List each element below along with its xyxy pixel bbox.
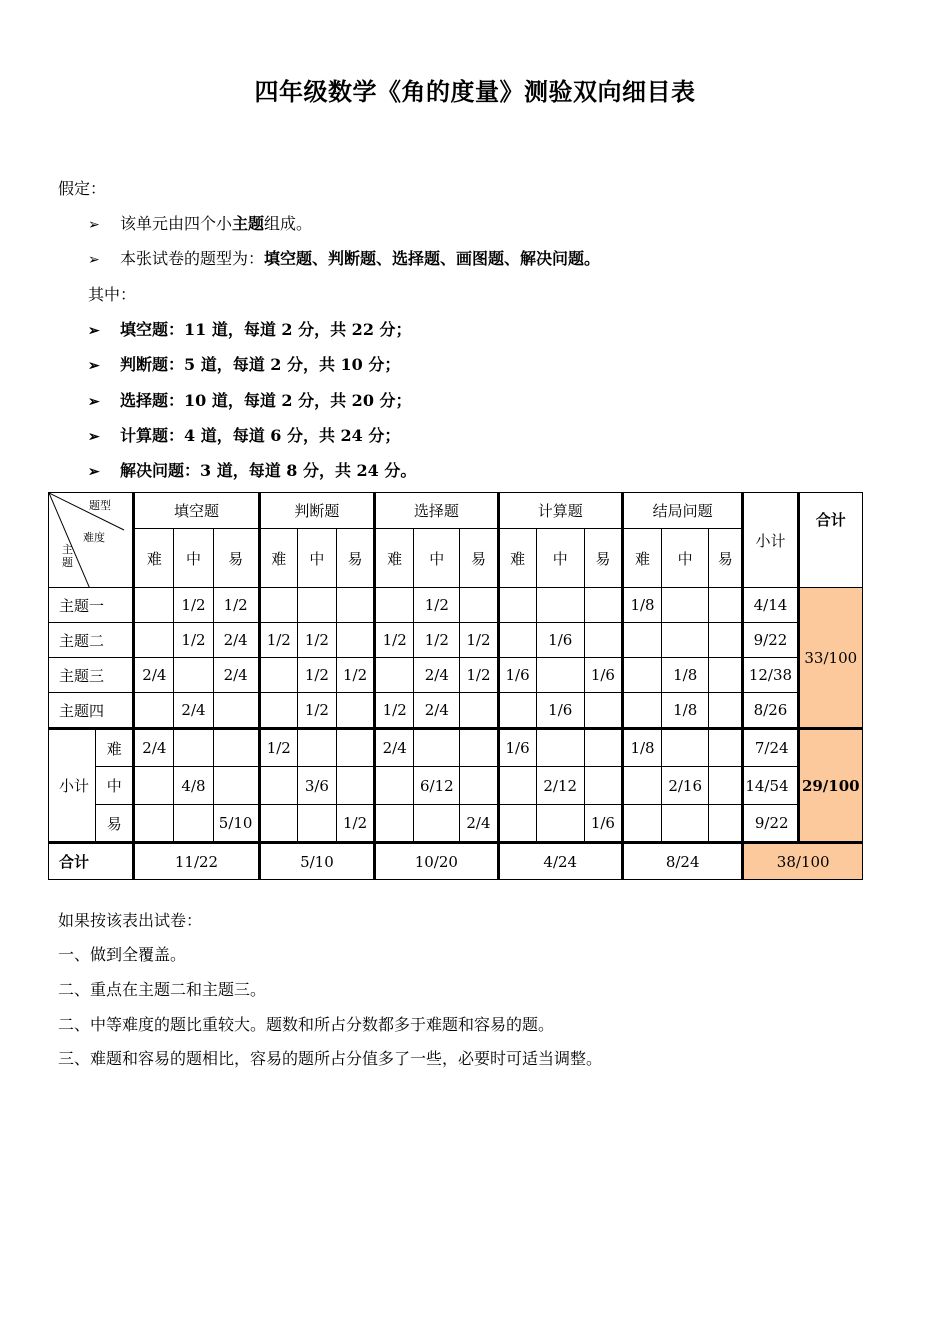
bullet-topics [88,211,312,234]
topic-cell [134,588,174,623]
type-header: 判断题 [259,493,374,529]
level-cell [584,767,622,805]
level-cell: 5/10 [213,805,259,843]
level-header: 中 [536,529,584,588]
topic-cell: 1/2 [460,658,498,693]
detail-text: 计算题：4 道，每道 6 分，共 24 分； [120,426,401,445]
topic-cell [213,693,259,729]
arrow-bullet-icon: ➢ [88,464,100,480]
level-cell: 1/2 [259,729,297,767]
topic-cell: 1/2 [414,588,460,623]
topic-cell [662,623,709,658]
topic-cell: 2/4 [174,693,213,729]
topic-cell: 1/2 [375,693,414,729]
topic-row [49,623,863,658]
topic-cell [622,658,661,693]
subtotal-header: 小计 [743,493,798,588]
level-cell [259,805,297,843]
topic-cell [259,658,297,693]
topic-cell: 1/6 [536,623,584,658]
type-total: 11/22 [134,843,259,880]
topic-cell: 2/4 [414,693,460,729]
topic-cell [259,693,297,729]
topic-row [49,658,863,693]
topic-cell [498,588,536,623]
page-title: 四年级数学《角的度量》测验双向细目表 [254,78,696,106]
assumption-label: 假定： [58,179,107,198]
detail-text: 填空题：11 道，每道 2 分，共 22 分； [120,320,412,339]
type-header: 计算题 [498,493,622,529]
level-cell [134,767,174,805]
type-total: 5/10 [259,843,374,880]
level-row [49,805,863,843]
topic-cell: 1/6 [536,693,584,729]
level-header: 易 [336,529,374,588]
level-header: 难 [622,529,661,588]
corner-header-cell [49,493,134,588]
level-cell: 1/6 [498,729,536,767]
topic-subtotal: 12/38 [743,658,798,693]
level-header: 难 [498,529,536,588]
topic-cell [709,658,743,693]
detail-item [88,317,412,340]
level-cell [336,729,374,767]
topic-name: 主题三 [49,658,134,693]
level-cell: 1/8 [622,729,661,767]
level-header: 中 [297,529,336,588]
arrow-bullet-icon: ➢ [88,252,100,268]
level-subtotal: 7/24 [743,729,798,767]
level-subtotal: 9/22 [743,805,798,843]
level-cell [297,805,336,843]
topic-cell [134,693,174,729]
level-cell: 2/16 [662,767,709,805]
topic-cell: 1/6 [498,658,536,693]
topic-cell [709,693,743,729]
topic-cell [297,588,336,623]
topic-cell: 1/2 [336,658,374,693]
topic-cell: 2/4 [213,623,259,658]
topic-name: 主题四 [49,693,134,729]
level-cell [414,805,460,843]
level-cell [213,729,259,767]
bullet-topics-post: 组成。 [264,214,313,233]
topic-cell [536,588,584,623]
topic-cell [174,658,213,693]
level-cell [662,729,709,767]
level-header: 易 [709,529,743,588]
topic-cell [460,588,498,623]
detail-text: 判断题：5 道，每道 2 分，共 10 分； [120,355,401,374]
corner-difficulty-label: 难度 [83,531,105,544]
topic-cell: 1/8 [622,588,661,623]
level-cell [174,805,213,843]
type-header: 选择题 [375,493,498,529]
level-cell [375,767,414,805]
topic-cell: 1/8 [662,693,709,729]
level-header: 易 [584,529,622,588]
level-cell: 2/4 [134,729,174,767]
topic-cell [460,693,498,729]
topic-cell: 1/2 [297,658,336,693]
level-header: 难 [134,529,174,588]
topic-cell [375,588,414,623]
level-cell [662,805,709,843]
conclusion-item: 二、中等难度的题比重较大。题数和所占分数都多于难题和容易的题。 [58,1015,555,1034]
type-header: 结局问题 [622,493,742,529]
level-name: 中 [96,767,134,805]
detail-item [88,352,400,375]
level-cell: 1/2 [336,805,374,843]
detail-item [88,458,416,481]
level-cell [536,729,584,767]
corner-type-label: 题型 [89,499,111,512]
level-name: 难 [96,729,134,767]
topic-cell [709,588,743,623]
level-header: 易 [213,529,259,588]
topic-cell [536,658,584,693]
arrow-bullet-icon: ➢ [88,358,100,374]
topic-cell [259,588,297,623]
topic-cell [709,623,743,658]
level-cell [259,767,297,805]
level-cell: 2/12 [536,767,584,805]
level-cell [213,767,259,805]
type-header: 填空题 [134,493,259,529]
level-cell [297,729,336,767]
level-cell [375,805,414,843]
topic-cell: 1/2 [375,623,414,658]
level-cell [709,805,743,843]
bullet-types-pre: 本张试卷的题型为： [120,249,265,268]
topic-cell [622,623,661,658]
topic-cell: 2/4 [134,658,174,693]
detail-text: 选择题：10 道，每道 2 分，共 20 分； [120,391,412,410]
level-cell: 2/4 [375,729,414,767]
level-header: 难 [375,529,414,588]
topic-subtotal: 9/22 [743,623,798,658]
topic-cell [375,658,414,693]
level-cell [460,767,498,805]
grand-total-value: 38/100 [743,843,863,880]
topic-subtotal: 8/26 [743,693,798,729]
topic-cell: 1/6 [584,658,622,693]
level-cell [536,805,584,843]
bullet-types-bold: 填空题、判断题、选择题、画图题、解决问题。 [264,249,601,268]
level-row [49,729,863,767]
among-label: 其中： [88,285,137,304]
level-header: 中 [174,529,213,588]
level-cell [622,767,661,805]
topics-total: 33/100 [798,588,862,729]
topic-cell [622,693,661,729]
total-header: 合计 [798,493,862,588]
level-row [49,767,863,805]
level-cell [336,767,374,805]
topic-cell: 1/2 [259,623,297,658]
level-cell: 2/4 [460,805,498,843]
level-cell [498,767,536,805]
topic-cell [336,588,374,623]
level-name: 易 [96,805,134,843]
level-cell [584,729,622,767]
level-header: 易 [460,529,498,588]
level-cell [174,729,213,767]
topic-cell: 1/8 [662,658,709,693]
topic-cell [336,693,374,729]
topic-cell [498,693,536,729]
topic-cell [134,623,174,658]
conclusion-intro: 如果按该表出试卷： [58,911,203,930]
grand-total-label: 合计 [49,843,134,880]
arrow-bullet-icon: ➢ [88,323,100,339]
topic-cell [584,693,622,729]
corner-topic-label-a: 主 [62,543,73,556]
grand-total-row [49,843,863,880]
level-cell: 3/6 [297,767,336,805]
topic-cell: 2/4 [414,658,460,693]
type-total: 4/24 [498,843,622,880]
type-total: 10/20 [375,843,498,880]
topic-cell [584,588,622,623]
topic-row [49,693,863,729]
topic-cell: 1/2 [213,588,259,623]
level-header: 难 [259,529,297,588]
level-subtotal: 14/54 [743,767,798,805]
arrow-bullet-icon: ➢ [88,217,100,233]
level-cell [414,729,460,767]
level-cell: 4/8 [174,767,213,805]
level-cell [709,729,743,767]
detail-text: 解决问题：3 道，每道 8 分，共 24 分。 [120,461,417,480]
conclusion-item: 一、做到全覆盖。 [58,945,187,964]
detail-item [88,423,400,446]
topic-rows [49,588,863,729]
levels-total: 29/100 [798,729,862,843]
bullet-topics-bold: 主题 [232,214,265,233]
topic-row [49,588,863,623]
type-total: 8/24 [622,843,742,880]
bullet-topics-pre: 该单元由四个小 [120,214,233,233]
level-cell [134,805,174,843]
topic-cell [584,623,622,658]
topic-subtotal: 4/14 [743,588,798,623]
topic-cell: 1/2 [297,693,336,729]
conclusion-item: 三、难题和容易的题相比，容易的题所占分值多了一些，必要时可适当调整。 [58,1049,603,1068]
topic-cell [662,588,709,623]
level-cell [622,805,661,843]
topic-name: 主题一 [49,588,134,623]
arrow-bullet-icon: ➢ [88,394,100,410]
level-cell [709,767,743,805]
level-header: 中 [662,529,709,588]
bullet-types [88,246,600,269]
conclusion-item: 二、重点在主题二和主题三。 [58,980,267,999]
topic-name: 主题二 [49,623,134,658]
corner-topic-label-b: 题 [62,556,73,569]
detail-item [88,388,412,411]
level-cell [498,805,536,843]
topic-cell: 1/2 [174,623,213,658]
topic-cell: 1/2 [414,623,460,658]
topic-cell: 1/2 [297,623,336,658]
topic-cell: 2/4 [213,658,259,693]
topic-cell [336,623,374,658]
topic-cell [498,623,536,658]
level-header: 中 [414,529,460,588]
level-cell [460,729,498,767]
level-subtotal-label: 小计 [49,729,96,843]
level-cell: 1/6 [584,805,622,843]
arrow-bullet-icon: ➢ [88,429,100,445]
topic-cell: 1/2 [174,588,213,623]
level-rows [49,729,863,843]
specification-table [48,492,863,880]
level-cell: 6/12 [414,767,460,805]
topic-cell: 1/2 [460,623,498,658]
